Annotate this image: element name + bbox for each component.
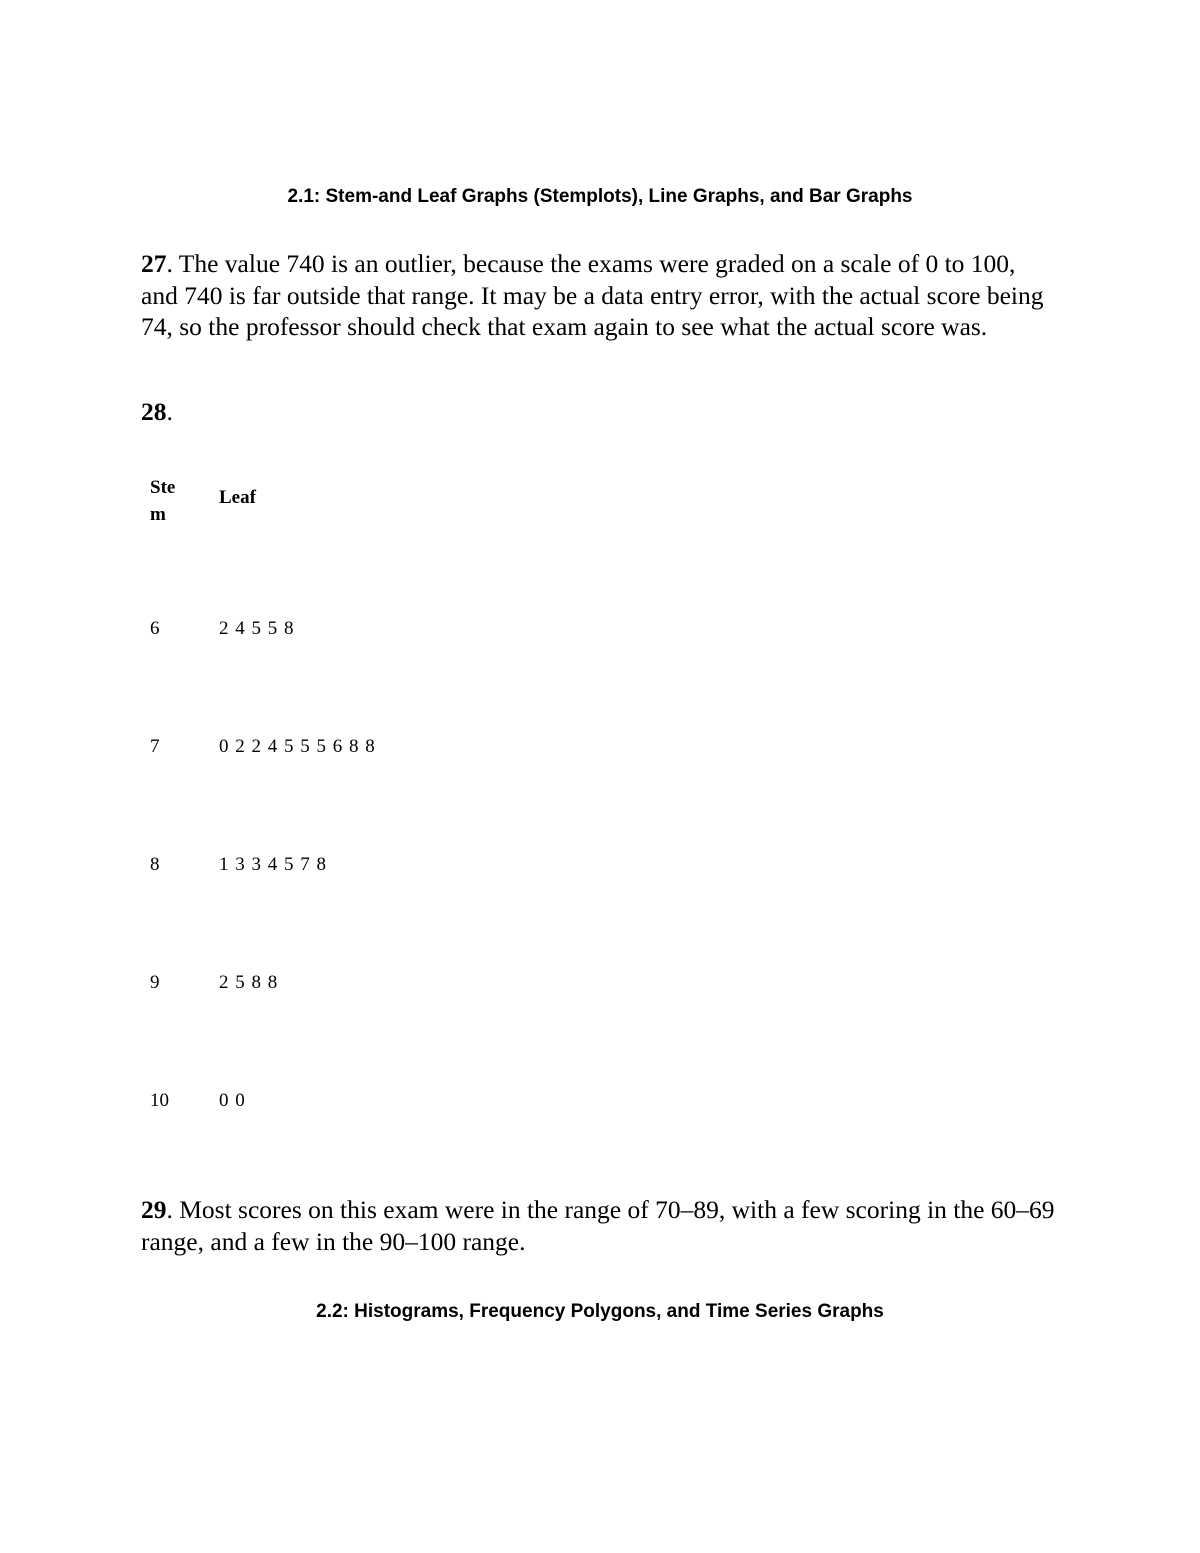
stemplot-header-stem: Stem [150, 477, 176, 525]
answer-28 [141, 396, 1056, 428]
answer-28-number: 28 [141, 397, 167, 426]
answer-27 [141, 248, 1056, 343]
stemplot-row [150, 854, 550, 878]
stemplot-header-leaf: Leaf [219, 487, 256, 508]
stemplot-stem: 10 [150, 1090, 169, 1111]
stemplot-stem: 9 [150, 972, 160, 993]
stemplot-row [150, 618, 550, 642]
answer-27-text: . The value 740 is an outlier, because the exams were graded on a scale of 0 to 100, and 740 is far outside that range. It may be a data entry error, with the actual score being 74, so the professor should check that exam again to see what the actual score was. [141, 249, 1044, 341]
stemplot-leaf: 2 4 5 5 8 [219, 618, 295, 639]
section-heading-2-1: 2.1: Stem-and Leaf Graphs (Stemplots), Line Graphs, and Bar Graphs [287, 186, 913, 207]
answer-29-text: . Most scores on this exam were in the range of 70–89, with a few scoring in the 60–69 range, and a few in the 90–100 range. [141, 1195, 1055, 1256]
answer-27-number: 27 [141, 249, 167, 278]
stemplot-row [150, 736, 550, 760]
stemplot-leaf: 0 2 2 4 5 5 5 6 8 8 [219, 736, 376, 757]
stemplot-stem: 6 [150, 618, 160, 639]
stemplot-row [150, 1090, 550, 1114]
stemplot-row [150, 972, 550, 996]
stemplot-leaf: 2 5 8 8 [219, 972, 279, 993]
stemplot-leaf: 0 0 [219, 1090, 246, 1111]
answer-28-text: . [166, 397, 173, 426]
answer-29-number: 29 [141, 1195, 167, 1224]
stemplot-leaf: 1 3 3 4 5 7 8 [219, 854, 327, 875]
answer-29 [141, 1194, 1056, 1257]
stemplot-stem: 8 [150, 854, 160, 875]
section-heading-2-2: 2.2: Histograms, Frequency Polygons, and Time Series Graphs [316, 1301, 884, 1322]
stemplot-stem: 7 [150, 736, 160, 757]
